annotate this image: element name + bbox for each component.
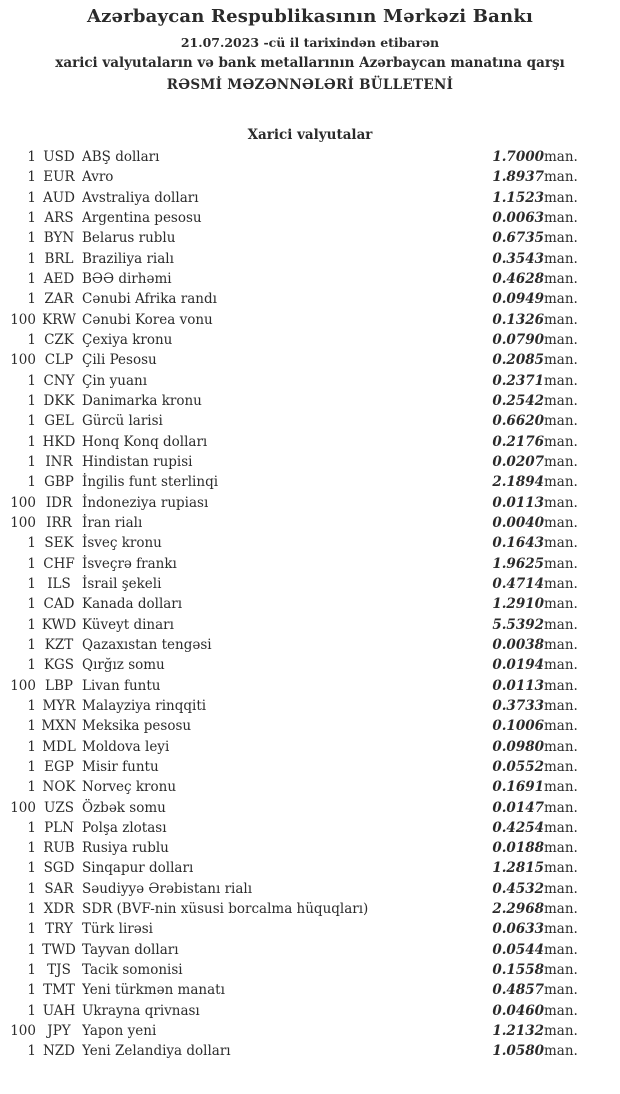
rate-unit-label: man.	[544, 677, 578, 694]
rate-row	[0, 757, 620, 777]
rate-unit-label: man.	[544, 1002, 578, 1019]
rate-unit-label: man.	[544, 291, 578, 308]
rate-unit-label: man.	[544, 840, 578, 857]
rate-value: 0.0038	[492, 636, 544, 653]
rate-unit-label: man.	[544, 941, 578, 958]
rate-currency-name: Səudiyyə Ərəbistanı rialı	[82, 880, 253, 897]
rate-unit-label: man.	[544, 453, 578, 470]
rate-currency-name: Tayvan dolları	[82, 941, 179, 958]
rate-currency-code: KGS	[43, 657, 75, 674]
rate-value: 1.2132	[492, 1023, 544, 1040]
rate-row	[0, 594, 620, 614]
rate-currency-code: KRW	[42, 311, 76, 328]
rate-value: 0.4532	[492, 880, 544, 897]
rate-row	[0, 615, 620, 635]
rate-currency-name: Danimarka kronu	[82, 392, 202, 409]
rate-currency-code: INR	[45, 453, 73, 470]
rate-unit-label: man.	[544, 433, 578, 450]
rate-currency-code: SAR	[44, 880, 74, 897]
section-title-foreign-currencies: Xarici valyutalar	[247, 127, 373, 143]
bulletin-title: RƏSMİ MƏZƏNNƏLƏRİ BÜLLETENİ	[166, 77, 454, 93]
rate-value: 0.0207	[492, 453, 544, 470]
rate-quantity: 1	[27, 860, 36, 877]
rate-unit-label: man.	[544, 474, 578, 491]
rate-value: 0.6735	[492, 230, 544, 247]
rate-currency-name: Meksika pesosu	[82, 718, 192, 735]
rate-row	[0, 452, 620, 472]
rate-currency-code: USD	[43, 149, 75, 165]
rate-value: 0.2542	[492, 392, 544, 409]
rate-quantity: 1	[27, 921, 36, 938]
subject-line: xarici valyutaların və bank metallarının Azərbaycan manatına qarşı	[55, 55, 565, 71]
rate-currency-name: SDR (BVF-nin xüsusi borcalma hüquqları)	[82, 901, 369, 918]
exchange-rates-table	[0, 147, 620, 1062]
rate-currency-code: AUD	[43, 189, 75, 206]
rate-value: 1.2910	[492, 596, 544, 613]
rate-value: 0.2176	[492, 433, 544, 450]
rate-value: 5.5392	[492, 616, 544, 633]
rate-row	[0, 716, 620, 736]
rate-unit-label: man.	[544, 1023, 578, 1040]
rate-currency-name: Ukrayna qrivnası	[82, 1002, 200, 1019]
rate-currency-code: SGD	[43, 860, 75, 877]
rate-value: 1.7000	[492, 149, 544, 165]
rate-value: 0.4254	[492, 819, 544, 836]
rate-unit-label: man.	[544, 555, 578, 572]
rate-currency-name: Cənubi Afrika randı	[82, 291, 217, 308]
rate-quantity: 1	[27, 189, 36, 206]
rate-value: 1.1523	[492, 189, 544, 206]
rate-currency-code: ILS	[47, 575, 71, 592]
rate-currency-name: Çili Pesosu	[82, 352, 157, 369]
rate-unit-label: man.	[544, 738, 578, 755]
rate-currency-name: Argentina pesosu	[82, 209, 202, 226]
rate-row	[0, 635, 620, 655]
rate-currency-code: TRY	[45, 921, 73, 938]
rate-currency-code: UAH	[42, 1002, 76, 1019]
rate-quantity: 1	[27, 331, 36, 348]
rate-value: 0.0633	[492, 921, 544, 938]
rate-unit-label: man.	[544, 718, 578, 735]
rate-quantity: 1	[27, 149, 36, 165]
rate-value: 1.8937	[492, 169, 544, 186]
rate-row	[0, 838, 620, 858]
rate-row	[0, 960, 620, 980]
rate-unit-label: man.	[544, 799, 578, 816]
rate-currency-name: Qırğız somu	[82, 657, 165, 674]
bank-title: Azərbaycan Respublikasının Mərkəzi Bankı	[86, 6, 534, 27]
rate-unit-label: man.	[544, 413, 578, 430]
rate-quantity: 1	[27, 657, 36, 674]
rate-value: 0.2371	[492, 372, 544, 389]
rate-unit-label: man.	[544, 535, 578, 552]
rate-unit-label: man.	[544, 758, 578, 775]
rate-currency-name: Özbək somu	[82, 799, 166, 816]
rate-quantity: 100	[10, 352, 36, 369]
rate-currency-code: TJS	[47, 962, 71, 979]
rate-unit-label: man.	[544, 189, 578, 206]
rate-value: 0.2085	[492, 352, 544, 369]
rate-quantity: 1	[27, 880, 36, 897]
rate-row	[0, 737, 620, 757]
rate-quantity: 1	[27, 169, 36, 186]
rate-currency-code: LBP	[45, 677, 73, 694]
rate-value: 1.2815	[492, 860, 544, 877]
rate-currency-code: DKK	[43, 392, 75, 409]
rate-currency-code: GBP	[44, 474, 74, 491]
rate-row	[0, 798, 620, 818]
rate-currency-code: CHF	[43, 555, 75, 572]
rate-value: 0.4714	[492, 575, 544, 592]
rate-unit-label: man.	[544, 169, 578, 186]
rate-currency-name: Braziliya rialı	[82, 250, 174, 267]
rate-currency-code: XDR	[43, 901, 75, 918]
rate-currency-code: IRR	[46, 514, 72, 531]
rate-quantity: 1	[27, 250, 36, 267]
rate-unit-label: man.	[544, 352, 578, 369]
rate-currency-name: Avro	[82, 169, 114, 186]
rate-unit-label: man.	[544, 149, 578, 165]
rate-currency-code: BYN	[43, 230, 75, 247]
rate-row	[0, 696, 620, 716]
rate-row	[0, 167, 620, 187]
rate-currency-name: Honq Konq dolları	[82, 433, 208, 450]
rate-currency-name: İsveç kronu	[82, 535, 162, 552]
rate-unit-label: man.	[544, 921, 578, 938]
rate-quantity: 1	[27, 616, 36, 633]
rate-quantity: 1	[27, 962, 36, 979]
rate-value: 0.1643	[492, 535, 544, 552]
rate-currency-name: İsveçrə frankı	[82, 555, 177, 572]
rate-currency-code: ZAR	[44, 291, 74, 308]
rate-value: 0.0460	[492, 1002, 544, 1019]
rate-quantity: 1	[27, 372, 36, 389]
rate-currency-name: Hindistan rupisi	[82, 453, 193, 470]
rate-currency-name: Cənubi Korea vonu	[82, 311, 213, 328]
rate-currency-code: PLN	[44, 819, 74, 836]
rate-quantity: 1	[27, 230, 36, 247]
rate-row	[0, 493, 620, 513]
rate-currency-name: Moldova leyi	[82, 738, 170, 755]
rate-quantity: 100	[10, 311, 36, 328]
rate-quantity: 100	[10, 514, 36, 531]
rate-value: 0.0063	[492, 209, 544, 226]
rate-row	[0, 1041, 620, 1061]
rate-currency-name: Küveyt dinarı	[82, 616, 174, 633]
rate-currency-name: Tacik somonisi	[82, 962, 183, 979]
rate-value: 1.0580	[492, 1043, 544, 1060]
rate-quantity: 1	[27, 758, 36, 775]
rate-value: 0.4857	[492, 982, 544, 999]
rate-row	[0, 147, 620, 167]
rate-currency-code: NOK	[42, 779, 76, 796]
rate-row	[0, 472, 620, 492]
rate-row	[0, 777, 620, 797]
rate-unit-label: man.	[544, 392, 578, 409]
rate-quantity: 1	[27, 209, 36, 226]
rate-unit-label: man.	[544, 880, 578, 897]
rate-value: 0.0790	[492, 331, 544, 348]
rate-unit-label: man.	[544, 697, 578, 714]
rate-value: 0.0980	[492, 738, 544, 755]
rate-unit-label: man.	[544, 616, 578, 633]
rate-currency-code: AED	[43, 270, 75, 287]
rate-currency-code: CZK	[44, 331, 74, 348]
rate-row	[0, 289, 620, 309]
rate-quantity: 1	[27, 270, 36, 287]
rate-currency-code: NZD	[42, 1043, 76, 1060]
rate-unit-label: man.	[544, 636, 578, 653]
rate-currency-code: HKD	[42, 433, 76, 450]
rate-currency-name: İran rialı	[82, 514, 143, 531]
rate-quantity: 1	[27, 941, 36, 958]
rate-currency-code: KZT	[44, 636, 74, 653]
rate-value: 0.1558	[492, 962, 544, 979]
rate-row	[0, 310, 620, 330]
rate-row	[0, 228, 620, 248]
rate-currency-code: ARS	[44, 209, 74, 226]
rates-table-body	[0, 147, 620, 1062]
rate-quantity: 1	[27, 779, 36, 796]
rate-value: 0.1326	[492, 311, 544, 328]
rate-quantity: 1	[27, 291, 36, 308]
rate-value: 0.0544	[492, 941, 544, 958]
rate-row	[0, 919, 620, 939]
rate-currency-name: Çin yuanı	[82, 372, 148, 389]
rate-currency-name: Polşa zlotası	[82, 819, 167, 836]
rate-value: 0.3543	[492, 250, 544, 267]
rate-row	[0, 411, 620, 431]
rate-currency-name: Kanada dolları	[82, 596, 183, 613]
rate-unit-label: man.	[544, 331, 578, 348]
rate-currency-code: TWD	[42, 941, 76, 958]
rate-unit-label: man.	[544, 514, 578, 531]
rate-quantity: 1	[27, 555, 36, 572]
rate-currency-name: Yapon yeni	[82, 1023, 157, 1040]
effective-date-line: 21.07.2023 -cü il tarixindən etibarən	[180, 35, 440, 50]
rate-unit-label: man.	[544, 209, 578, 226]
rate-row	[0, 188, 620, 208]
rate-value: 0.6620	[492, 413, 544, 430]
rate-currency-name: Rusiya rublu	[82, 840, 169, 857]
rate-currency-name: İngilis funt sterlinqi	[82, 474, 219, 491]
rate-value: 0.0552	[492, 758, 544, 775]
rate-row	[0, 676, 620, 696]
rate-currency-code: IDR	[45, 494, 73, 511]
rate-quantity: 1	[27, 1043, 36, 1060]
rate-quantity: 1	[27, 535, 36, 552]
rate-value: 1.9625	[492, 555, 544, 572]
rate-currency-code: JPY	[47, 1023, 71, 1040]
rate-row	[0, 554, 620, 574]
rate-currency-name: BƏƏ dirhəmi	[82, 270, 172, 287]
rate-unit-label: man.	[544, 270, 578, 287]
rate-quantity: 1	[27, 433, 36, 450]
rate-currency-code: CAD	[43, 596, 75, 613]
rate-currency-code: EUR	[43, 169, 75, 186]
rate-value: 0.0113	[492, 494, 544, 511]
rate-quantity: 1	[27, 718, 36, 735]
rate-quantity: 100	[10, 1023, 36, 1040]
rate-quantity: 1	[27, 636, 36, 653]
rate-currency-code: MXN	[41, 718, 77, 735]
rate-currency-code: SEK	[44, 535, 74, 552]
rate-unit-label: man.	[544, 819, 578, 836]
rate-currency-name: İsrail şekeli	[82, 575, 162, 592]
rate-currency-name: Gürcü larisi	[82, 413, 163, 430]
rate-unit-label: man.	[544, 962, 578, 979]
rate-row	[0, 899, 620, 919]
rate-value: 0.0188	[492, 840, 544, 857]
rate-unit-label: man.	[544, 575, 578, 592]
rate-currency-code: CLP	[44, 352, 74, 369]
rate-row	[0, 533, 620, 553]
rate-currency-name: ABŞ dolları	[82, 149, 160, 165]
rate-currency-name: Misir funtu	[82, 758, 159, 775]
rate-row	[0, 940, 620, 960]
rate-quantity: 1	[27, 575, 36, 592]
rate-quantity: 1	[27, 982, 36, 999]
rate-quantity: 100	[10, 494, 36, 511]
rate-row	[0, 818, 620, 838]
rate-currency-code: CNY	[43, 372, 75, 389]
rate-currency-name: Sinqapur dolları	[82, 860, 194, 877]
rate-unit-label: man.	[544, 372, 578, 389]
rate-quantity: 1	[27, 1002, 36, 1019]
rate-currency-name: Yeni Zelandiya dolları	[82, 1043, 231, 1060]
rate-row	[0, 980, 620, 1000]
rate-currency-name: İndoneziya rupiası	[82, 494, 209, 511]
rate-value: 0.0040	[492, 514, 544, 531]
rate-quantity: 1	[27, 738, 36, 755]
rate-quantity: 1	[27, 819, 36, 836]
rate-row	[0, 269, 620, 289]
rate-row	[0, 858, 620, 878]
rate-currency-name: Çexiya kronu	[82, 331, 173, 348]
rate-row	[0, 371, 620, 391]
rate-currency-name: Livan funtu	[82, 677, 161, 694]
rate-value: 0.0194	[492, 657, 544, 674]
rate-unit-label: man.	[544, 901, 578, 918]
rate-quantity: 100	[10, 799, 36, 816]
rate-row	[0, 391, 620, 411]
rate-currency-code: TMT	[43, 982, 75, 999]
rate-quantity: 100	[10, 677, 36, 694]
rate-currency-code: RUB	[43, 840, 75, 857]
rate-value: 0.1691	[492, 779, 544, 796]
rate-unit-label: man.	[544, 596, 578, 613]
rate-row	[0, 1001, 620, 1021]
rate-row	[0, 432, 620, 452]
rate-row	[0, 350, 620, 370]
rate-unit-label: man.	[544, 860, 578, 877]
rate-unit-label: man.	[544, 311, 578, 328]
rate-quantity: 1	[27, 697, 36, 714]
rate-quantity: 1	[27, 413, 36, 430]
rate-quantity: 1	[27, 474, 36, 491]
rate-currency-code: KWD	[41, 616, 77, 633]
rate-currency-code: EGP	[44, 758, 74, 775]
rate-row	[0, 574, 620, 594]
rate-currency-name: Avstraliya dolları	[82, 189, 199, 206]
rate-quantity: 1	[27, 901, 36, 918]
rate-currency-name: Türk lirəsi	[82, 921, 153, 938]
rate-value: 0.0113	[492, 677, 544, 694]
rate-unit-label: man.	[544, 657, 578, 674]
rate-unit-label: man.	[544, 1043, 578, 1060]
rate-currency-code: UZS	[43, 799, 74, 816]
rate-value: 0.0147	[492, 799, 544, 816]
rate-quantity: 1	[27, 840, 36, 857]
rate-row	[0, 513, 620, 533]
rate-row	[0, 879, 620, 899]
rate-unit-label: man.	[544, 250, 578, 267]
rate-quantity: 1	[27, 392, 36, 409]
rate-row	[0, 1021, 620, 1041]
rate-value: 0.1006	[492, 718, 544, 735]
rate-row	[0, 655, 620, 675]
rate-quantity: 1	[27, 453, 36, 470]
rate-value: 2.1894	[492, 474, 544, 491]
rate-unit-label: man.	[544, 230, 578, 247]
rate-value: 0.4628	[492, 270, 544, 287]
rate-unit-label: man.	[544, 494, 578, 511]
rate-unit-label: man.	[544, 982, 578, 999]
rate-row	[0, 330, 620, 350]
rate-currency-code: MYR	[42, 697, 76, 714]
rate-currency-name: Yeni türkmən manatı	[82, 982, 225, 999]
rate-value: 2.2968	[492, 901, 544, 918]
rate-currency-code: MDL	[42, 738, 76, 755]
rate-currency-code: GEL	[44, 413, 74, 430]
rate-quantity: 1	[27, 596, 36, 613]
rate-currency-name: Norveç kronu	[82, 779, 177, 796]
rate-row	[0, 249, 620, 269]
rate-currency-name: Malayziya rinqqiti	[82, 697, 207, 714]
rate-value: 0.0949	[492, 291, 544, 308]
rate-value: 0.3733	[492, 697, 544, 714]
rate-currency-name: Qazaxıstan tengəsi	[82, 636, 212, 653]
rate-row	[0, 208, 620, 228]
rate-currency-code: BRL	[44, 250, 74, 267]
rate-currency-name: Belarus rublu	[82, 230, 176, 247]
rate-unit-label: man.	[544, 779, 578, 796]
